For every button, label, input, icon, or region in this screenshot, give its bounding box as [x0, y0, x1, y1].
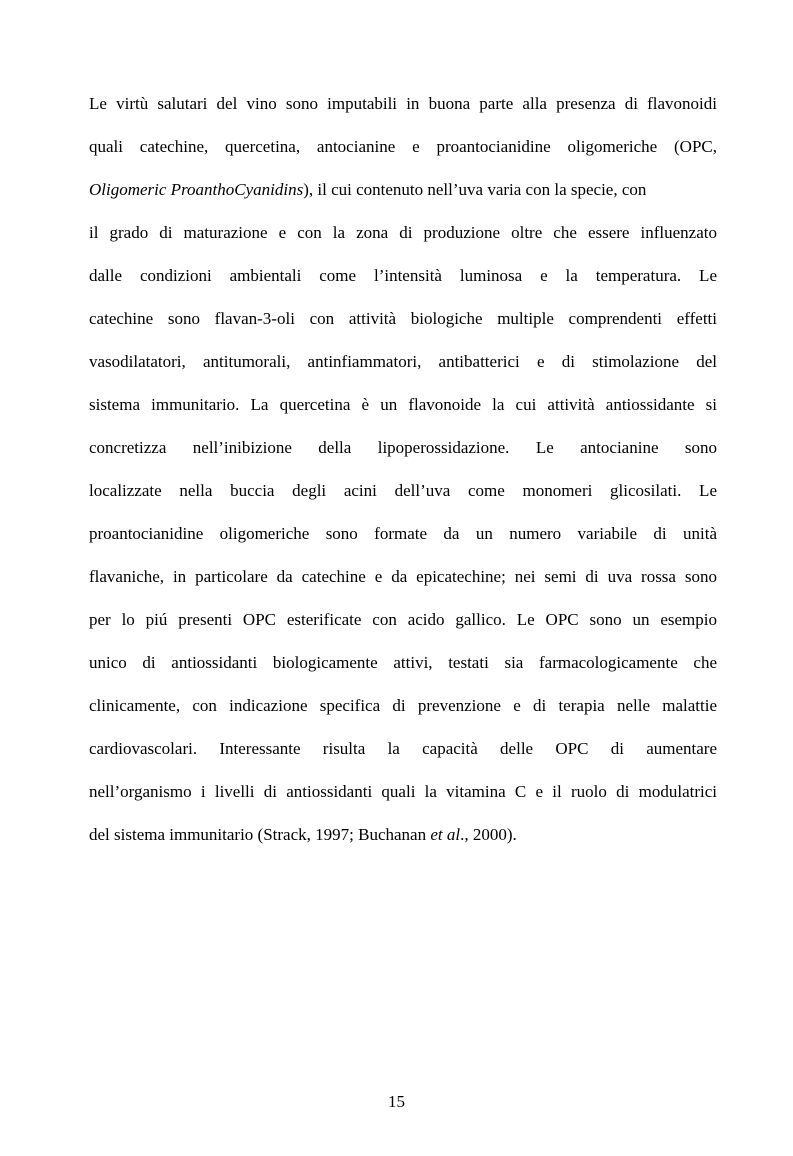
text-segment: ), il cui contenuto nell’uva varia con la specie, con — [303, 180, 647, 199]
text-line-1: Le virtù salutari del vino sono imputabili in buona parte alla presenza di flavonoidi — [89, 94, 717, 113]
text-line-3 — [89, 178, 717, 221]
italic-term: Oligomeric ProanthoCyanidins — [89, 180, 304, 199]
body-paragraph — [89, 92, 717, 866]
text-line-5: dalle condizioni ambientali come l’intensità luminosa e la temperatura. Le — [89, 266, 717, 285]
text-line-10: localizzate nella buccia degli acini dell’uva come monomeri glicosilati. Le — [89, 481, 717, 500]
text-segment: ., 2000). — [460, 825, 517, 844]
text-line-18 — [89, 823, 717, 866]
text-segment: del sistema immunitario (Strack, 1997; Buchanan — [89, 825, 431, 844]
text-line-11: proantocianidine oligomeriche sono formate da un numero variabile di unità — [89, 524, 717, 543]
text-line-13: per lo piú presenti OPC esterificate con acido gallico. Le OPC sono un esempio — [89, 610, 717, 629]
text-line-9: concretizza nell’inibizione della lipoperossidazione. Le antocianine sono — [89, 438, 717, 457]
text-line-15: clinicamente, con indicazione specifica di prevenzione e di terapia nelle malattie — [89, 696, 717, 715]
text-line-17: nell’organismo i livelli di antiossidanti quali la vitamina C e il ruolo di modulatrici — [89, 782, 717, 801]
page-number: 15 — [388, 1092, 405, 1111]
text-line-6: catechine sono flavan-3-oli con attività biologiche multiple comprendenti effetti — [89, 309, 717, 328]
text-line-8: sistema immunitario. La quercetina è un flavonoide la cui attività antiossidante si — [89, 395, 717, 414]
text-line-16: cardiovascolari. Interessante risulta la capacità delle OPC di aumentare — [89, 739, 717, 758]
text-line-2: quali catechine, quercetina, antocianine e proantocianidine oligomeriche (OPC, — [89, 137, 717, 156]
text-line-12: flavaniche, in particolare da catechine e da epicatechine; nei semi di uva rossa sono — [89, 567, 717, 586]
text-line-4: il grado di maturazione e con la zona di produzione oltre che essere influenzato — [89, 223, 717, 242]
text-line-14: unico di antiossidanti biologicamente attivi, testati sia farmacologicamente che — [89, 653, 717, 672]
italic-term: et al — [430, 825, 461, 844]
text-line-7: vasodilatatori, antitumorali, antinfiammatori, antibatterici e di stimolazione del — [89, 352, 717, 371]
